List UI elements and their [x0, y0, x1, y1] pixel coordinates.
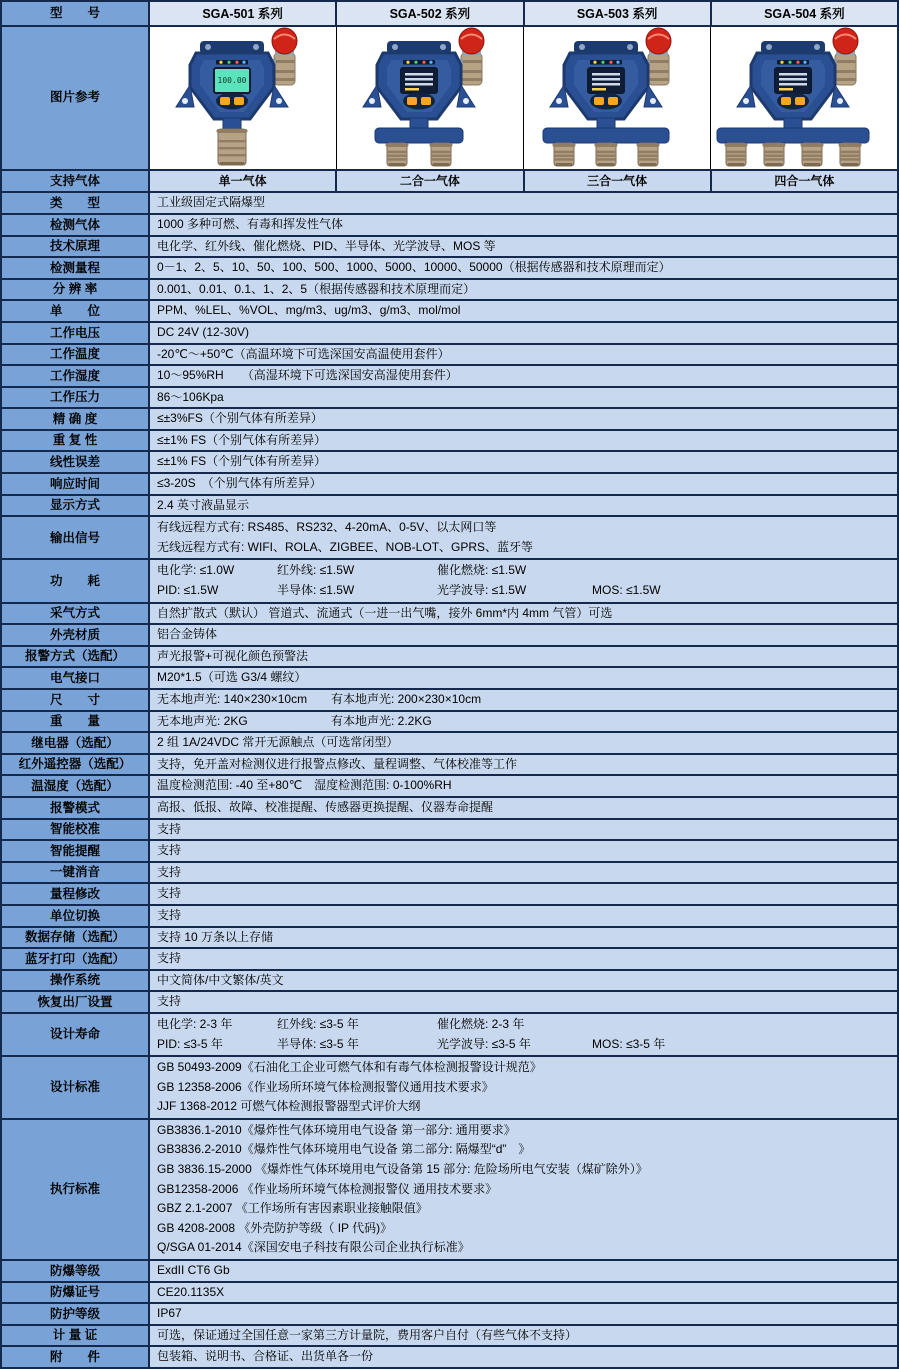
spec-line: [157, 690, 893, 710]
spec-row-7: [2, 343, 897, 365]
spec-row-content: [150, 949, 897, 969]
header-row: [2, 2, 897, 25]
spec-row-39: [2, 1259, 897, 1281]
spec-row-content: [150, 992, 897, 1012]
spec-row-content: [150, 496, 897, 516]
spec-line: 自然扩散式（默认） 管道式、流通式（一进一出气嘴，接外 6mm*内 4mm 气管）可选: [157, 605, 613, 620]
spec-row-label: 温湿度（选配）: [2, 776, 150, 796]
spec-line: 支持: [157, 864, 182, 879]
spec-segment: 无本地声光: 2KG: [157, 713, 248, 728]
spec-line: JJF 1368-2012 可燃气体检测报警器型式评价大纲: [157, 1099, 421, 1114]
spec-segment: 有本地声光: 200×230×10cm: [331, 692, 482, 706]
spec-row-content: [150, 280, 897, 300]
spec-row-24: [2, 753, 897, 775]
image-reference-row: [2, 25, 897, 169]
spec-row-label: 附 件: [2, 1347, 150, 1367]
spec-row-content: [150, 388, 897, 408]
spec-row-38: [2, 1118, 897, 1259]
spec-row-label: 尺 寸: [2, 690, 150, 710]
spec-row-label: 工作压力: [2, 388, 150, 408]
spec-row-41: [2, 1302, 897, 1324]
spec-row-content: [150, 215, 897, 235]
spec-line: 支持: [157, 994, 182, 1009]
spec-row-29: [2, 861, 897, 883]
spec-line: [157, 1035, 893, 1055]
spec-row-content: [150, 971, 897, 991]
spec-line: 0.001、0.01、0.1、1、2、5（根据传感器和技术原理而定）: [157, 281, 476, 296]
spec-row-label: 技术原理: [2, 237, 150, 257]
spec-line: PPM、%LEL、%VOL、mg/m3、ug/m3、g/m3、mol/mol: [157, 303, 461, 318]
spec-row-11: [2, 429, 897, 451]
spec-line: [157, 581, 893, 601]
spec-line: 包装箱、说明书、合格证、出货单各一份: [157, 1349, 374, 1364]
spec-segment: 红外线: ≤3-5 年: [277, 1016, 359, 1031]
spec-row-content: [150, 323, 897, 343]
spec-row-content: [150, 690, 897, 710]
spec-row-30: [2, 882, 897, 904]
spec-row-16: [2, 558, 897, 601]
spec-row-content: [150, 452, 897, 472]
spec-line: [157, 1015, 893, 1035]
spec-segment: 无本地声光: 140×230×10cm: [157, 692, 308, 706]
spec-segment: 半导体: ≤3-5 年: [277, 1036, 359, 1051]
spec-line: 10～95%RH （高湿环境下可选深国安高湿使用套件）: [157, 368, 458, 383]
spec-row-label: 显示方式: [2, 496, 150, 516]
spec-segment: 光学波导: ≤3-5 年: [437, 1036, 531, 1051]
spec-row-content: [150, 366, 897, 386]
spec-segment: 半导体: ≤1.5W: [277, 583, 355, 598]
spec-row-content: [150, 517, 897, 558]
spec-row-content: [150, 755, 897, 775]
spec-row-20: [2, 666, 897, 688]
spec-row-label: 一键消音: [2, 863, 150, 883]
spec-rows: [2, 191, 897, 1367]
spec-row-label: 设计标准: [2, 1057, 150, 1118]
spec-line: 中文简体/中文繁体/英文: [157, 972, 284, 987]
spec-row-content: [150, 668, 897, 688]
spec-row-3: [2, 256, 897, 278]
spec-row-27: [2, 818, 897, 840]
spec-row-label: 输出信号: [2, 517, 150, 558]
spec-line: 86～106Kpa: [157, 389, 224, 404]
spec-row-10: [2, 407, 897, 429]
spec-line: 有线远程方式有: RS485、RS232、4-20mA、0-5V、以太网口等: [157, 520, 497, 535]
spec-row-content: [150, 1304, 897, 1324]
spec-row-label: 类 型: [2, 193, 150, 213]
spec-row-17: [2, 602, 897, 624]
product-image-sga-504: [711, 27, 897, 169]
model-header-sga-503: SGA-503 系列: [525, 2, 712, 25]
spec-row-content: [150, 1057, 897, 1118]
spec-line: GB3836.2-2010《爆炸性气体环境用电气设备 第二部分: 隔爆型“d” 》: [157, 1142, 531, 1157]
spec-line: GB 12358-2006《作业场所环境气体检测报警仪通用技术要求》: [157, 1079, 494, 1094]
spec-row-content: [150, 237, 897, 257]
spec-row-label: 执行标准: [2, 1120, 150, 1259]
spec-row-content: [150, 1326, 897, 1346]
spec-line: 无线远程方式有: WIFI、ROLA、ZIGBEE、NOB-LOT、GPRS、蓝牙等: [157, 539, 534, 554]
svg-text:100.00: 100.00: [217, 76, 247, 86]
spec-row-content: [150, 1120, 897, 1259]
spec-segment: 有本地声光: 2.2KG: [331, 713, 432, 728]
spec-row-label: 智能校准: [2, 820, 150, 840]
spec-line: 支持: [157, 821, 182, 836]
spec-row-label: 线性误差: [2, 452, 150, 472]
spec-row-label: 报警方式（选配）: [2, 647, 150, 667]
gas-row-label: 支持气体: [2, 171, 150, 192]
spec-row-content: [150, 733, 897, 753]
gas-value-2in1: 二合一气体: [337, 171, 524, 192]
spec-row-18: [2, 623, 897, 645]
spec-line: 工业级固定式隔爆型: [157, 195, 266, 210]
spec-line: [157, 561, 893, 581]
spec-row-1: [2, 213, 897, 235]
spec-segment: 催化燃烧: 2-3 年: [437, 1016, 525, 1031]
spec-row-content: [150, 301, 897, 321]
spec-segment: 电化学: ≤1.0W: [157, 563, 235, 578]
spec-segment: 电化学: 2-3 年: [157, 1016, 233, 1031]
product-image-sga-503: [524, 27, 711, 169]
spec-row-35: [2, 990, 897, 1012]
spec-segment: 催化燃烧: ≤1.5W: [437, 563, 527, 578]
spec-row-label: 操作系统: [2, 971, 150, 991]
spec-row-content: [150, 1347, 897, 1367]
spec-row-content: [150, 712, 897, 732]
spec-segment: 光学波导: ≤1.5W: [437, 583, 527, 598]
spec-line: 高报、低报、故障、校准提醒、传感器更换提醒、仪器寿命提醒: [157, 799, 494, 814]
spec-line: IP67: [157, 1306, 182, 1321]
spec-row-label: 工作电压: [2, 323, 150, 343]
spec-row-label: 红外遥控器（选配）: [2, 755, 150, 775]
spec-row-14: [2, 494, 897, 516]
spec-row-34: [2, 969, 897, 991]
product-image-sga-502: [337, 27, 524, 169]
spec-row-label: 响应时间: [2, 474, 150, 494]
spec-row-content: [150, 1261, 897, 1281]
spec-segment: PID: ≤3-5 年: [157, 1036, 223, 1051]
spec-row-content: [150, 841, 897, 861]
spec-row-8: [2, 364, 897, 386]
spec-line: -20℃～+50℃（高温环境下可选深国安高温使用套件）: [157, 346, 450, 361]
spec-row-content: [150, 863, 897, 883]
spec-row-label: 检测气体: [2, 215, 150, 235]
spec-row-label: 继电器（选配）: [2, 733, 150, 753]
spec-line: ≤±1% FS（个别气体有所差异）: [157, 454, 327, 469]
spec-line: ≤±3%FS（个别气体有所差异）: [157, 411, 323, 426]
gas-value-3in1: 三合一气体: [525, 171, 712, 192]
spec-row-label: 量程修改: [2, 884, 150, 904]
spec-row-2: [2, 235, 897, 257]
detector-illustration: [713, 27, 895, 168]
spec-line: 可选，保证通过全国任意一家第三方计量院，费用客户自付（有些气体不支持）: [157, 1327, 578, 1342]
spec-row-content: [150, 560, 897, 601]
spec-row-15: [2, 515, 897, 558]
spec-row-label: 采气方式: [2, 604, 150, 624]
spec-row-43: [2, 1345, 897, 1367]
spec-row-12: [2, 450, 897, 472]
detector-illustration: [526, 27, 708, 168]
product-image-sga-501: [150, 27, 337, 169]
spec-line: 支持: [157, 907, 182, 922]
spec-row-label: 单 位: [2, 301, 150, 321]
spec-row-label: 电气接口: [2, 668, 150, 688]
spec-row-label: 报警模式: [2, 798, 150, 818]
spec-line: GB12358-2006 《作业场所环境气体检测报警仪 通用技术要求》: [157, 1181, 498, 1196]
spec-line: 0－1、2、5、10、50、100、500、1000、5000、10000、50000（根据传感器和技术原理而定）: [157, 260, 671, 275]
spec-row-content: [150, 409, 897, 429]
spec-line: 支持: [157, 951, 182, 966]
spec-line: GB 4208-2008 《外壳防护等级（ IP 代码)》: [157, 1220, 393, 1235]
spec-row-content: [150, 884, 897, 904]
spec-row-content: [150, 1014, 897, 1055]
spec-line: Q/SGA 01-2014《深国安电子科技有限公司企业执行标准》: [157, 1240, 470, 1255]
spec-line: 支持: [157, 886, 182, 901]
spec-line: 铝合金铸体: [157, 627, 218, 642]
spec-row-32: [2, 926, 897, 948]
spec-row-label: 重 复 性: [2, 431, 150, 451]
spec-line: DC 24V (12-30V): [157, 324, 250, 339]
spec-line: 支持: [157, 843, 182, 858]
spec-segment: 红外线: ≤1.5W: [277, 563, 355, 578]
spec-row-label: 蓝牙打印（选配）: [2, 949, 150, 969]
spec-row-content: [150, 625, 897, 645]
spec-row-25: [2, 774, 897, 796]
spec-row-31: [2, 904, 897, 926]
spec-row-label: 计 量 证: [2, 1326, 150, 1346]
spec-row-content: [150, 647, 897, 667]
spec-row-content: [150, 928, 897, 948]
spec-row-content: [150, 193, 897, 213]
spec-row-4: [2, 278, 897, 300]
spec-line: GB 50493-2009《石油化工企业可燃气体和有毒气体检测报警设计规范》: [157, 1060, 542, 1075]
spec-segment: PID: ≤1.5W: [157, 583, 219, 598]
spec-row-label: 单位切换: [2, 906, 150, 926]
spec-segment: MOS: ≤1.5W: [592, 583, 661, 598]
spec-row-label: 数据存储（选配）: [2, 928, 150, 948]
spec-row-label: 智能提醒: [2, 841, 150, 861]
spec-line: 支持 10 万条以上存储: [157, 929, 274, 944]
spec-line: 声光报警+可视化颜色预警法: [157, 648, 309, 663]
spec-row-42: [2, 1324, 897, 1346]
spec-row-37: [2, 1055, 897, 1118]
spec-row-13: [2, 472, 897, 494]
spec-row-content: [150, 604, 897, 624]
spec-line: 支持，免开盖对检测仪进行报警点修改、量程调整、气体校准等工作: [157, 756, 518, 771]
spec-row-26: [2, 796, 897, 818]
spec-row-label: 防爆证号: [2, 1283, 150, 1303]
spec-row-content: [150, 345, 897, 365]
spec-row-content: [150, 1283, 897, 1303]
spec-row-label: 防护等级: [2, 1304, 150, 1324]
spec-row-33: [2, 947, 897, 969]
spec-row-6: [2, 321, 897, 343]
spec-line: 电化学、红外线、催化燃烧、PID、半导体、光学波导、MOS 等: [157, 238, 496, 253]
spec-row-label: 功 耗: [2, 560, 150, 601]
model-header-sga-501: SGA-501 系列: [150, 2, 337, 25]
spec-line: ExdII CT6 Gb: [157, 1263, 230, 1278]
spec-row-19: [2, 645, 897, 667]
spec-row-label: 设计寿命: [2, 1014, 150, 1055]
spec-row-label: 工作温度: [2, 345, 150, 365]
spec-row-content: [150, 798, 897, 818]
spec-line: GB3836.1-2010《爆炸性气体环境用电气设备 第一部分: 通用要求》: [157, 1122, 516, 1137]
spec-row-label: 防爆等级: [2, 1261, 150, 1281]
spec-line: CE20.1135X: [157, 1284, 225, 1299]
header-label-model: 型 号: [2, 2, 150, 25]
image-row-label: 图片参考: [2, 27, 150, 169]
detector-illustration: [152, 27, 334, 168]
model-header-sga-504: SGA-504 系列: [712, 2, 897, 25]
spec-line: 温度检测范围: -40 至+80℃ 湿度检测范围: 0-100%RH: [157, 778, 452, 793]
spec-segment: MOS: ≤3-5 年: [592, 1036, 666, 1051]
spec-line: 2 组 1A/24VDC 常开无源触点（可选常闭型）: [157, 735, 399, 750]
spec-line: ≤3-20S （个别气体有所差异）: [157, 476, 322, 491]
spec-line: 1000 多种可燃、有毒和挥发性气体: [157, 216, 344, 231]
spec-row-content: [150, 776, 897, 796]
supported-gas-row: [2, 169, 897, 192]
gas-value-4in1: 四合一气体: [712, 171, 897, 192]
spec-row-label: 工作湿度: [2, 366, 150, 386]
spec-line: [157, 712, 893, 732]
spec-row-label: 分 辨 率: [2, 280, 150, 300]
spec-row-label: 精 确 度: [2, 409, 150, 429]
spec-row-content: [150, 431, 897, 451]
spec-row-36: [2, 1012, 897, 1055]
spec-line: ≤±1% FS（个别气体有所差异）: [157, 432, 327, 447]
spec-row-0: [2, 191, 897, 213]
spec-row-content: [150, 474, 897, 494]
spec-line: GBZ 2.1-2007 《工作场所有害因素职业接触限值》: [157, 1201, 428, 1216]
spec-row-5: [2, 299, 897, 321]
spec-row-23: [2, 731, 897, 753]
spec-line: GB 3836.15-2000 《爆炸性气体环境用电气设备第 15 部分: 危险场所电气安装（煤矿除外）》: [157, 1162, 648, 1177]
spec-row-content: [150, 820, 897, 840]
spec-row-content: [150, 258, 897, 278]
spec-row-content: [150, 906, 897, 926]
spec-row-21: [2, 688, 897, 710]
detector-illustration: [339, 27, 521, 168]
spec-row-9: [2, 386, 897, 408]
spec-row-label: 外壳材质: [2, 625, 150, 645]
spec-row-28: [2, 839, 897, 861]
spec-row-label: 恢复出厂设置: [2, 992, 150, 1012]
model-header-sga-502: SGA-502 系列: [337, 2, 524, 25]
spec-row-label: 重 量: [2, 712, 150, 732]
spec-row-40: [2, 1281, 897, 1303]
spec-row-label: 检测量程: [2, 258, 150, 278]
spec-line: M20*1.5（可选 G3/4 螺纹）: [157, 670, 307, 685]
spec-row-22: [2, 710, 897, 732]
spec-line: 2.4 英寸液晶显示: [157, 497, 250, 512]
gas-value-single: 单一气体: [150, 171, 337, 192]
